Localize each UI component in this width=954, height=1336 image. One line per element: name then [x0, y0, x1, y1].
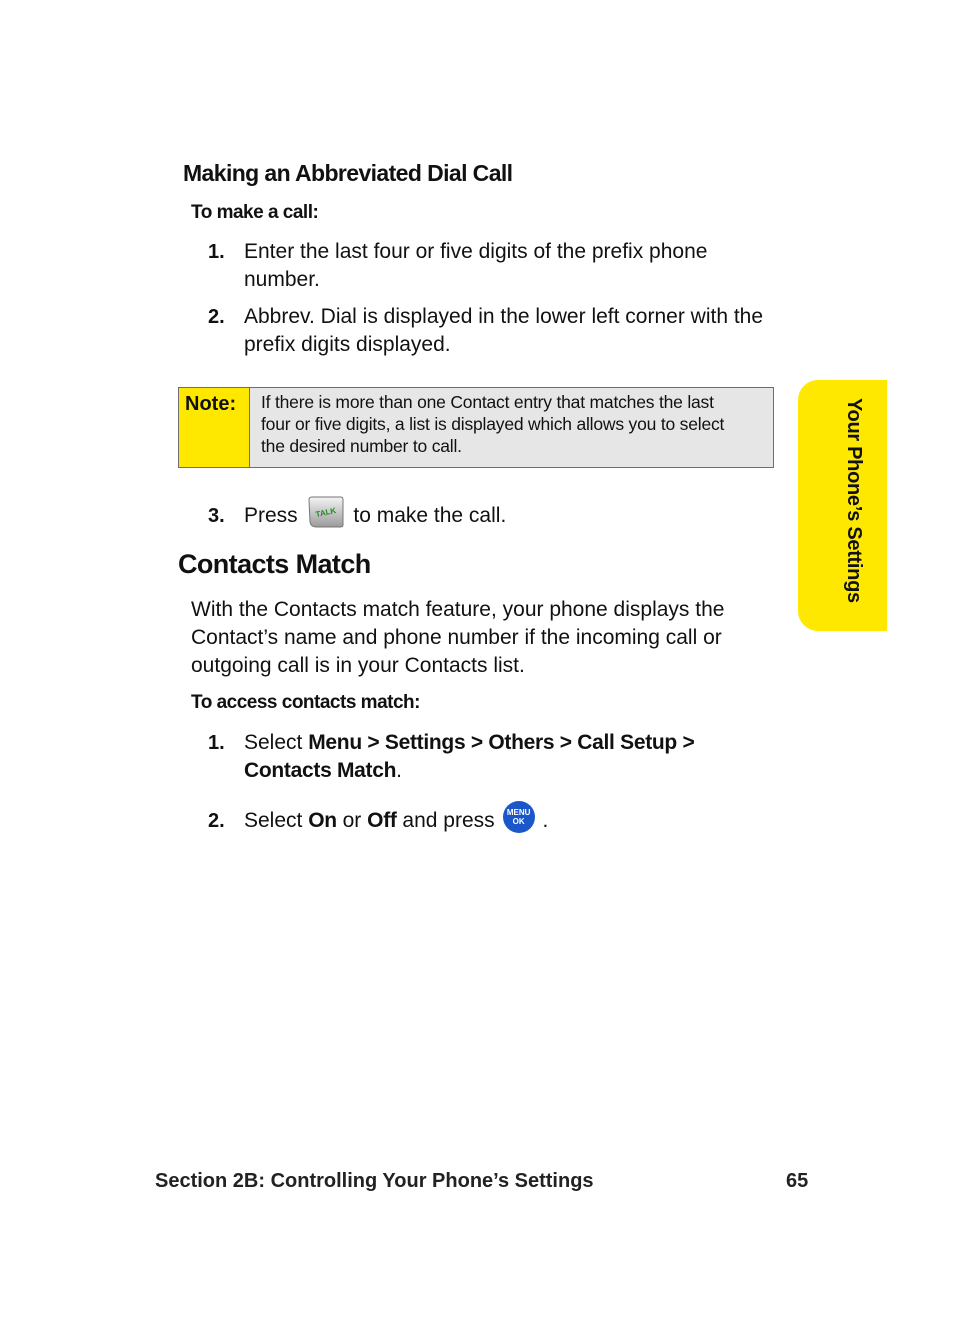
contacts-body-line: outgoing call is in your Contacts list.: [191, 654, 525, 677]
option-on: On: [308, 809, 337, 832]
access-step-2-or: or: [342, 809, 362, 832]
step-2-text: [244, 303, 763, 359]
access-step-2-text: [244, 807, 548, 835]
contacts-body-line: Contact’s name and phone number if the incoming call or: [191, 626, 722, 649]
make-call-lead: To make a call:: [191, 202, 319, 223]
step-1-line: Enter the last four or five digits of the prefix phone: [244, 240, 708, 263]
step-3-before: Press: [244, 504, 298, 527]
step-1-text: [244, 238, 707, 294]
access-step-2-select: Select: [244, 809, 303, 832]
access-step-1-number: 1.: [208, 732, 225, 754]
note-label: Note:: [179, 388, 250, 467]
access-step-1-text: [244, 729, 694, 785]
access-step-2-and-press: and press: [402, 809, 495, 832]
contacts-heading: Contacts Match: [178, 549, 371, 579]
note-text: [250, 388, 773, 467]
step-1-number: 1.: [208, 241, 225, 263]
menu-ok-key-icon: [503, 801, 535, 833]
note-box: [178, 387, 774, 468]
menu-path: Menu > Settings > Others > Call Setup >: [308, 731, 695, 754]
talk-key-icon: [308, 494, 344, 528]
step-2-line: Abbrev. Dial is displayed in the lower left corner with the: [244, 305, 764, 328]
ok-key-label: OK: [512, 817, 525, 827]
note-line: the desired number to call.: [261, 436, 462, 456]
step-2-line: prefix digits displayed.: [244, 333, 451, 356]
step-1-line: number.: [244, 268, 320, 291]
access-step-1-select: Select: [244, 731, 303, 754]
step-3-after: to make the call.: [353, 504, 507, 527]
footer-section: Section 2B: Controlling Your Phone’s Settings: [155, 1170, 594, 1192]
menu-path-end: Contacts Match: [244, 759, 397, 782]
section-heading: Making an Abbreviated Dial Call: [183, 160, 513, 186]
step-3-text: [244, 502, 506, 530]
access-step-2-period: .: [542, 809, 549, 832]
step-2-number: 2.: [208, 306, 225, 328]
page-number: 65: [786, 1170, 809, 1192]
option-off: Off: [367, 809, 397, 832]
contacts-body: [191, 596, 724, 680]
step-3-number: 3.: [208, 505, 225, 527]
side-tab: [798, 380, 887, 631]
access-step-1-period: .: [396, 759, 402, 782]
note-line: If there is more than one Contact entry that matches the last: [261, 392, 714, 412]
access-step-2-number: 2.: [208, 810, 225, 832]
side-tab-label: Your Phone’s Settings: [843, 398, 865, 603]
contacts-body-line: With the Contacts match feature, your phone displays the: [191, 598, 725, 621]
talk-key-label: TALK: [314, 506, 337, 520]
menu-key-label: MENU: [506, 808, 531, 818]
access-lead: To access contacts match:: [191, 692, 420, 713]
note-line: four or five digits, a list is displayed which allows you to select: [261, 414, 725, 434]
